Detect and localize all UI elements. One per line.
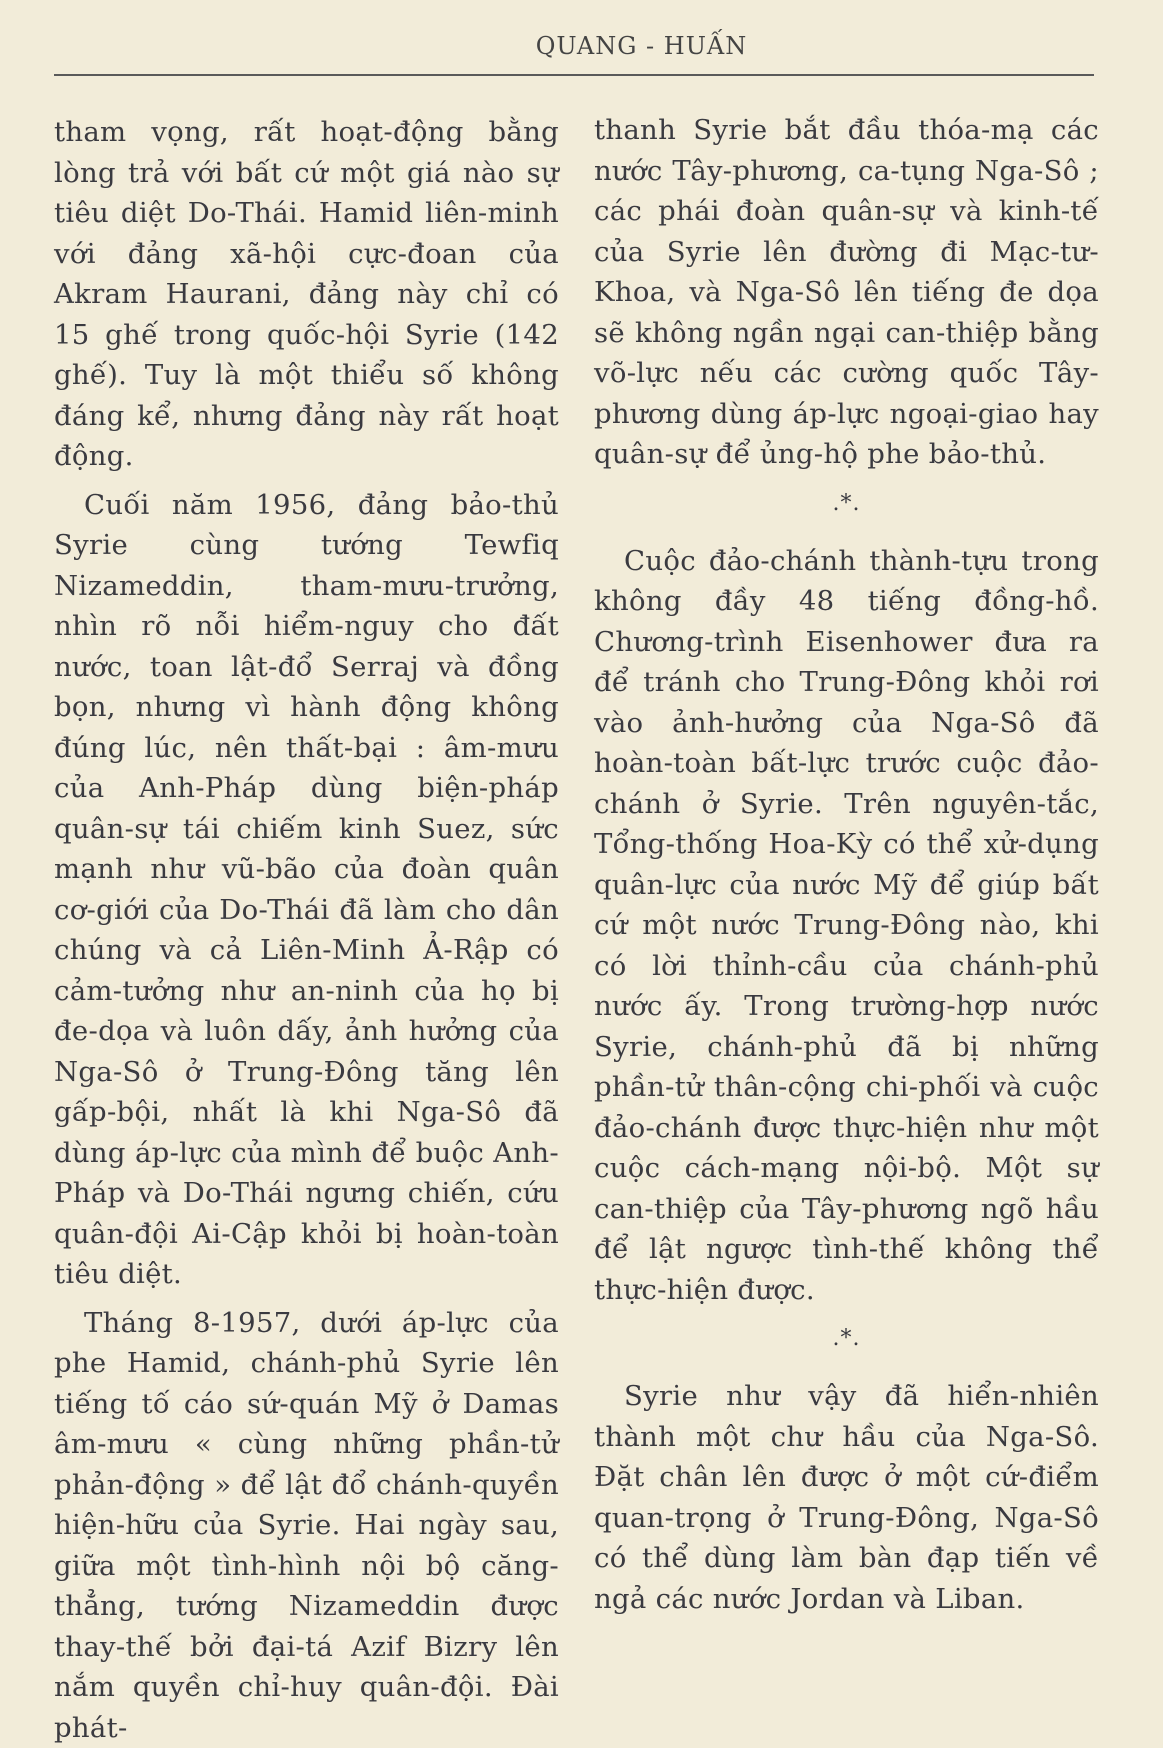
- right-column: [594, 110, 1099, 1619]
- running-title: QUANG - HUẤN: [536, 32, 748, 60]
- section-separator: .*.: [594, 493, 1099, 515]
- paragraph: Tháng 8-1957, dưới áp-lực của phe Hamid, chánh-phủ Syrie lên tiếng tố cáo sứ-quán Mỹ ở Damas âm-mưu « cùng những phần-tử phản-động » để lật đổ chánh-quyền hiện-hữu của Syrie. Hai ngày sau, giữa một tình-hình nội bộ căng-thẳng, tướng Nizameddin được thay-thế bởi đại-tá Azif Bizry lên nắm quyền chỉ-huy quân-đội. Đài phát-: [54, 1303, 559, 1748]
- section-separator: .*.: [594, 1328, 1099, 1350]
- header-rule: [54, 74, 1094, 76]
- left-column: [54, 112, 559, 1748]
- paragraph: tham vọng, rất hoạt-động bằng lòng trả với bất cứ một giá nào sự tiêu diệt Do-Thái. Hamid liên-minh với đảng xã-hội cực-đoan của Akram Haurani, đảng này chỉ có 15 ghế trong quốc-hội Syrie (142 ghế). Tuy là một thiểu số không đáng kể, nhưng đảng này rất hoạt động.: [54, 112, 559, 477]
- running-header: [0, 32, 1163, 60]
- paragraph: thanh Syrie bắt đầu thóa-mạ các nước Tây-phương, ca-tụng Nga-Sô ; các phái đoàn quân-sự và kinh-tế của Syrie lên đường đi Mạc-tư-Khoa, và Nga-Sô lên tiếng đe dọa sẽ không ngần ngại can-thiệp bằng võ-lực nếu các cường quốc Tây-phương dùng áp-lực ngoại-giao hay quân-sự để ủng-hộ phe bảo-thủ.: [594, 110, 1099, 475]
- paragraph: Cuối năm 1956, đảng bảo-thủ Syrie cùng tướng Tewfiq Nizameddin, tham-mưu-trưởng, nhìn rõ nỗi hiểm-nguy cho đất nước, toan lật-đổ Serraj và đồng bọn, nhưng vì hành động không đúng lúc, nên thất-bại : âm-mưu của Anh-Pháp dùng biện-pháp quân-sự tái chiếm kinh Suez, sức mạnh như vũ-bão của đoàn quân cơ-giới của Do-Thái đã làm cho dân chúng và cả Liên-Minh Ả-Rập có cảm-tưởng như an-ninh của họ bị đe-dọa và luôn dấy, ảnh hưởng của Nga-Sô ở Trung-Đông tăng lên gấp-bội, nhất là khi Nga-Sô đã dùng áp-lực của mình để buộc Anh-Pháp và Do-Thái ngưng chiến, cứu quân-đội Ai-Cập khỏi bị hoàn-toàn tiêu diệt.: [54, 485, 559, 1295]
- paragraph: Syrie như vậy đã hiển-nhiên thành một chư hầu của Nga-Sô. Đặt chân lên được ở một cứ-điểm quan-trọng ở Trung-Đông, Nga-Sô có thể dùng làm bàn đạp tiến về ngả các nước Jordan và Liban.: [594, 1376, 1099, 1619]
- paragraph: Cuộc đảo-chánh thành-tựu trong không đầy 48 tiếng đồng-hồ. Chương-trình Eisenhower đưa ra để tránh cho Trung-Đông khỏi rơi vào ảnh-hưởng của Nga-Sô đã hoàn-toàn bất-lực trước cuộc đảo-chánh ở Syrie. Trên nguyên-tắc, Tổng-thống Hoa-Kỳ có thể xử-dụng quân-lực của nước Mỹ để giúp bất cứ một nước Trung-Đông nào, khi có lời thỉnh-cầu của chánh-phủ nước ấy. Trong trường-hợp nước Syrie, chánh-phủ đã bị những phần-tử thân-cộng chi-phối và cuộc đảo-chánh được thực-hiện như một cuộc cách-mạng nội-bộ. Một sự can-thiệp của Tây-phương ngõ hầu để lật ngược tình-thế không thể thực-hiện được.: [594, 541, 1099, 1311]
